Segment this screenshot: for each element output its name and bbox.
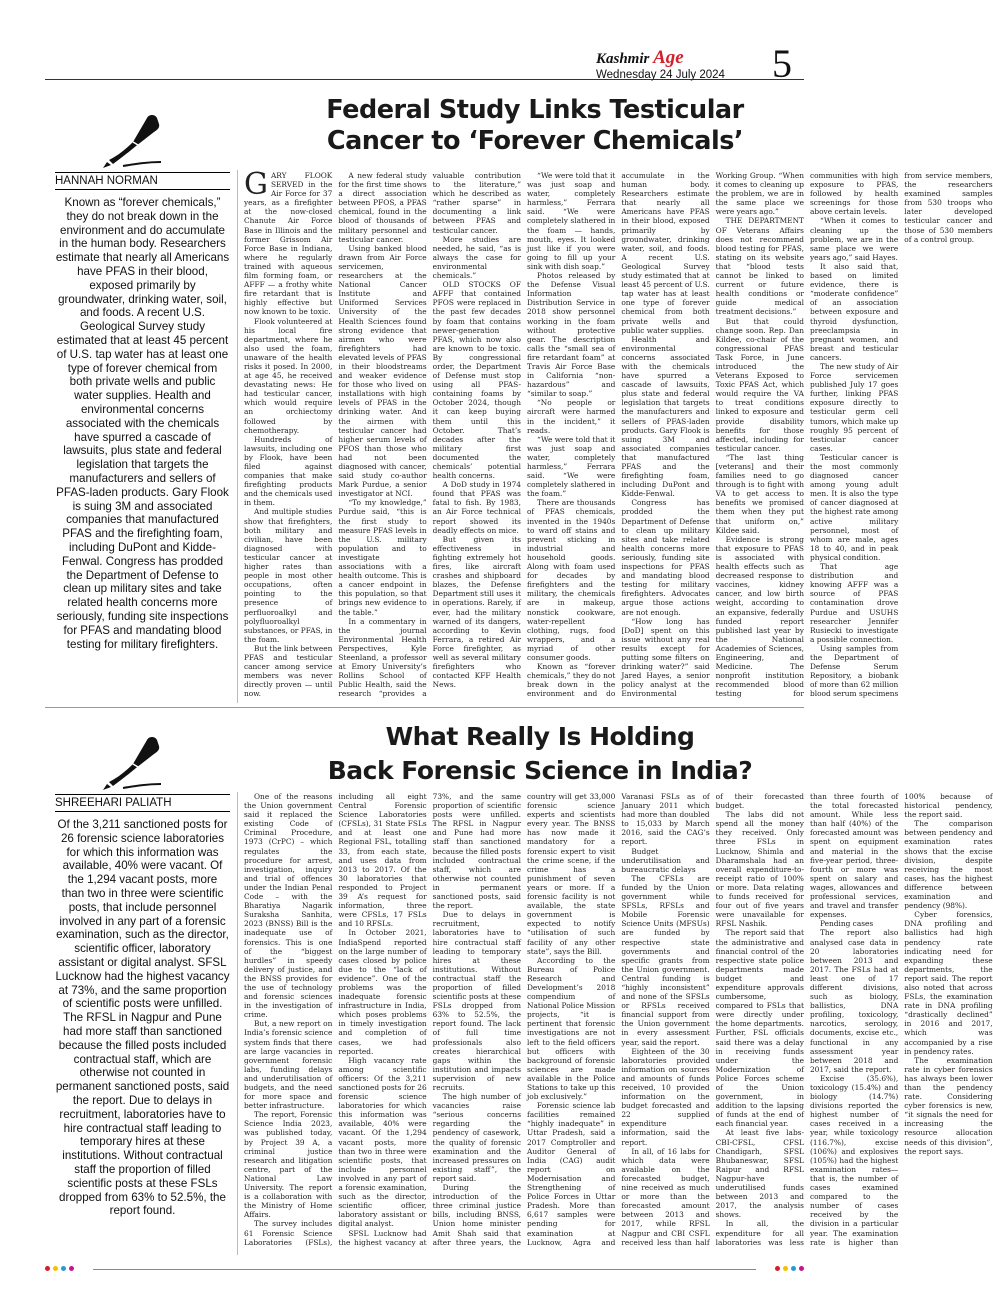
article1-lead-text: ARY FLOOK SERVED in the Air Force for 37 years, as a firefighter at the now-closed Chanute Air Force Base in Illinois and the former Grissom Air Force Base in Indiana, where he regularly trained with aqueous film forming foam, or AFFF — a frothy white fire retardant that is highly effective but now known to be toxic. — [244, 171, 333, 317]
article1-paragraph: Health and environmental concerns associated with the chemicals have spurred a cascade of lawsuits, plus state and federal legislation that targets the manufacturers and sellers of PFAS-laden products. Gary Flook is suing 3M and associated companies that manufactured PFAS and the firefighting foam, including DuPont and Kidde-Fenwal. — [621, 334, 710, 499]
footer-dot — [45, 1266, 50, 1271]
article2-paragraph: During the introduction of the three criminal justice bills, including BNSS, Union home minister Amit Shah said that after three years, the country will get 33,000 forensic science experts and scientists every year. The BNSS has now made it mandatory for a forensic expert to visit the crime scene, if the crime has a punishment of seven years or more. If a forensic facility is not available, the state government is expected to notify “utilisation of such facility of any other state”, says the Bill. — [432, 792, 616, 1247]
article2-summary: Of the 3,211 sanctioned posts for 26 forensic science laboratories for which this information was available, 40% were vacant. Of the 1,294 vacant posts, more than two in three were scientific posts, that include personnel involved in any part of a forensic examination, such as the director, scientific officer, laboratory assistant or digital analyst. SFSL Lucknow had the highest vacancy at 73%, and the same proportion of scientific posts were unfilled. The RFSL in Nagpur and Pune had more staff than sanctioned because the filled posts included contractual staff, which are otherwise not counted in permanent sanctioned posts, said the report. Due to delays in recruitment, laboratories have to hire contractual staff leading to temporary hires at these institutions. Without contractual staff the proportion of filled scientific posts at these FSLs dropped from 63% to 52.5%, the report found. — [55, 818, 230, 1218]
article1-paragraph: There are thousands of PFAS chemicals, invented in the 1940s to ward off stains and prevent sticking in industrial and household goods. Along with foam used for decades by firefighters and the military, the chemicals are in makeup, nonstick cookware, water-repellent clothing, rugs, food wrappers, and a myriad of other consumer goods. — [526, 498, 616, 662]
article2-paragraph: Due to delays in recruitment, laboratories have to hire contractual staff leading to temporary hires at these institutions. Without contractual staff the proportion of filled scientific posts at these FSLs dropped from 63% to 52.5%, the report found. The lack of full time professionals also creates hierarchical gaps within the institution and impacts supervision of new recruits. — [432, 910, 521, 1092]
article1-paragraph: A new federal study for the first time shows a direct association between PFOS, a PFAS chemical, found in the blood of thousands of military personnel and testicular cancer. — [338, 171, 427, 244]
article1-paragraph: Using banked blood drawn from Air Force servicemen, researchers at the National Cancer Institute and Uniformed Services University of the Health Sciences found strong evidence that airmen who were firefighters had elevated levels of PFAS in their bloodstreams and weaker evidence for those who lived on installations with high levels of PFAS in the drinking water. And the airmen with testicular cancer had higher serum levels of PFOS than those who had not been diagnosed with cancer, said study co-author Mark Purdue, a senior investigator at NCI. — [338, 243, 427, 499]
article2-paragraph: In all, of 16 labs for which data were available on the forecasted budget, nine received as much or more than the forecasted amount between 2013 and 2017, while RFSL Nagpur and CBI CSFL received less than half of their forecasted budget. — [621, 792, 804, 1247]
footer-dots-right — [775, 1266, 804, 1271]
article2-paragraph: According to the Bureau of Police Research and Development’s 2018 compendium of National Police Mission projects, “it is pertinent that forensic investigations are not left to the field officers but officers with background of forensic sciences are made available in the Police Stations to take up this job exclusively.” — [526, 955, 616, 1102]
fountain-pen-icon — [103, 110, 165, 168]
article2-headline-line1: What Really Is Holding — [385, 722, 695, 751]
article2-paragraph: The report also analysed case data in 20 laboratories between 2013 and 2017. The FSLs had at least one of 17 different divisions, such as biology, ballistics, DNA profiling, toxicology, narcotics, serology, documents, excise etc., functional in any assessment year between 2018 and 2017, said the report. — [809, 928, 899, 1074]
article2-paragraph: High vacancy rate among scientific officers: Of the 3,211 sanctioned posts for 26 forensic science laboratories for which this information was available, 40% were vacant. Of the 1,294 vacant posts, more than two in three were scientific posts, that include personnel involved in any part of a forensic examination, such as the director, scientific officer, laboratory assistant or digital analyst. — [338, 1055, 427, 1229]
article1-paragraph: “To my knowledge,” Purdue said, “this is the first study to measure PFAS levels in the U.S. military population and to investigate associations with a health outcome. This is a cancer endpoint in this population, so that brings new evidence to the table.” — [338, 498, 427, 617]
article2-byline: SHREEHARI PALIATH — [55, 794, 230, 812]
section-divider — [45, 707, 804, 708]
article1-paragraph: Known as “forever chemicals,” they do not break down in the environment and do accumulate in the human body. Researchers estimate that nearly all Americans have PFAS in their blood, exposed primarily by groundwater, drinking water, soil, and foods. A recent U.S. Geological Survey study estimated that at least 45 percent of U.S. tap water has at least one type of forever chemical from both private wells and public water supplies. — [526, 171, 710, 699]
article1-paragraph: But the link between PFAS and testicular cancer among service members was never directly proven — until now. — [244, 643, 333, 699]
article1-paragraph: Testicular cancer is the most commonly diagnosed cancer among young adult men. It is also the type of cancer diagnosed at the highest rate among active military personnel, most of whom are male, ages 18 to 40, and in peak physical condition. — [809, 452, 899, 562]
article2-paragraph: The comparison between pendency and examination rates shows that the excise division, despite receiving the most cases, has the highest difference between examination and pendency (98%). — [904, 819, 993, 911]
issue-date: Wednesday 24 July 2024 — [596, 69, 725, 81]
column-divider — [237, 792, 238, 1255]
article2-headline — [280, 720, 800, 788]
footer-dot — [61, 1266, 66, 1271]
article1-byline: HANNAH NORMAN — [55, 172, 230, 190]
article1-paragraph: That age distribution and knowing AFFF was a source of PFAS contamination drove Purdue and USUHS researcher Jennifer Rusiecki to investigate a possible connection. — [809, 562, 899, 644]
article2-paragraph: Pending cases — [819, 919, 874, 929]
article2-paragraph: The examination rate in cyber forensics has always been lower than the pendency rate. Considering cyber forensics is new, “it signals the need for increasing the resource allocation needs of this division”, the report says. — [904, 1055, 993, 1156]
article2-paragraph: But, a new report on India’s forensic science system finds that there are large vacancies in government forensic labs, funding delays and underutilisation of budgets, and the need for more space and better infrastructure. — [244, 1019, 333, 1111]
article1-paragraph: In a commentary in the journal Environmental Health Perspectives, Kyle Steenland, a professor at Emory University’s Rollins School of Public Health, said the research “provides a valuable contribution to the literature,” which he described as “rather sparse” in documenting a link between PFAS and testicular cancer. — [338, 171, 521, 699]
article2-paragraph: The report, Forensic Science India 2023, was published today, by Project 39 A, a criminal justice research and litigation centre, part of the National Law University. The report is a collaboration with the Ministry of Home Affairs. — [244, 1110, 333, 1220]
article2-paragraph: Excise (35.6%), toxicology (15.4%) and biology (14.7%) divisions reported the highest number of cases received in a year, while toxicology (116.7%), excise (106%) and explosives (105%) had the highest examination rates—that is, the number of cases examined compared to the number of cases received by the division in a particular year. The examination rate is higher than 100% because of historical pendency, the report said. — [809, 792, 993, 1247]
article1-paragraph: Hundreds of lawsuits, including one by Flook, have been filed against companies that make firefighting products and the chemicals used in them. — [244, 434, 333, 508]
article2-paragraph: The high number of vacancies raise “serious concerns regarding the pendency of casework, the quality of forensic examination and the increased pressures on existing staff”, the report said. — [432, 1092, 521, 1183]
article1-paragraph: “The last thing [veterans] and their families need to go through is to fight with VA to get access to benefits we promised them when they put that uniform on,” Kildee said. — [715, 452, 804, 535]
footer-dots-left — [45, 1266, 74, 1271]
footer-dot — [799, 1266, 804, 1271]
article1-paragraph: “How long has [DoD] spent on this issue without any real results except for putting some filters on drinking water?” said Jared Hayes, a senior policy analyst at the Environmental Working Group. “When it comes to cleaning up the problem, we are in the same place we were years ago.” — [621, 171, 804, 699]
footer-dot — [775, 1266, 780, 1271]
article2-paragraph: The CFSLs are funded by the Union government while SFSLs, RFSLs and Mobile Forensic Science Units (MFSUs) are funded by respective state governments and specific grants from the Union government. Central funding is “highly inconsistent” and none of the SFSLs or RFSLs received financial support from the Union government in every assessment year, said the report. — [621, 873, 710, 1047]
drop-cap: G — [244, 167, 268, 202]
article1-paragraph: “No people or aircraft were harmed in the incident,” it reads. — [526, 398, 616, 435]
article1-headline-line1: Federal Study Links Testicular — [326, 95, 744, 125]
article2-paragraph: Cyber forensics, DNA profiling and ballistics had high pendency rate indicating need for expanding these departments, the report said. The report also noted that across FSLs, the examination rate in DNA profiling “drastically declined” in 2016 and 2017, which was accompanied by a rise in pendency rates. — [904, 910, 993, 1056]
article1-paragraph: A DoD study in 1974 found that PFAS was fatal to fish. By 1983, an Air Force technical report showed its deadly effects on mice. — [432, 480, 521, 535]
brand-main: Kashmir — [596, 51, 654, 67]
article1-paragraph: The new study of Air Force servicemen published July 17 goes further, linking PFAS exposure directly to testicular germ cell tumors, which make up roughly 95 percent of testicular cancer cases. — [809, 361, 899, 453]
article1-paragraph: It also said that, based on limited evidence, there is “moderate confidence” of an association between exposure and thyroid dysfunction, preeclampsia in pregnant women, and breast and testicular cancers. — [809, 261, 899, 362]
article1-paragraph: Flook volunteered at his local fire department, where he also used the foam, unaware of the health risks it posed. In 2000, at age 45, he received devastating news: He had testicular cancer, which would require an orchiectomy followed by chemotherapy. — [244, 316, 333, 435]
article1-paragraph: But that could change soon. Rep. Dan Kildee, co-chair of the congressional PFAS Task Force, in June introduced the Veterans Exposed to Toxic PFAS Act, which would require the VA to treat conditions linked to exposure and provide disability benefits for those affected, including for testicular cancer. — [715, 316, 804, 453]
article1-paragraph: And multiple studies show that firefighters, both military and civilian, have been diagnosed with testicular cancer at higher rates than people in most other occupations, often pointing to the presence of perfluoroalkyl and polyfluoroalkyl substances, or PFAS, in the foam. — [244, 507, 333, 644]
article1-paragraph: Evidence is strong that exposure to PFAS is associated with health effects such as decreased response to vaccines, kidney cancer, and low birth weight, according to an expansive, federally funded report published last year by the National Academies of Sciences, Engineering, and Medicine. The nonprofit institution recommended blood testing for communities with high exposure to PFAS, followed by health screenings for those above certain levels. — [715, 171, 899, 699]
article2-paragraph: SFSL Lucknow had the highest vacancy at 73%, and the same proportion of scientific posts were unfilled. The RFSL in Nagpur and Pune had more staff than sanctioned because the filled posts included contractual staff, which are otherwise not counted in permanent sanctioned posts, said the report. — [338, 792, 521, 1247]
article1-paragraph: OLD STOCKS OF AFFF that contained PFOS were replaced in the past few decades by foam that contains newer-generation PFAS, which now also are known to be toxic. By congressional order, the Department of Defense must stop using all PFAS-containing foams by October 2024, though it can keep buying them until this October. That’s decades after the military first documented the chemicals’ potential health concerns. — [432, 280, 521, 481]
article2-paragraph: The labs did not spend all the money they received. Only three FSLs in Lucknow, Shimla and Dharamshala had an overall expenditure-to-receipt ratio of 100% or more. Data relating to funds received for four out of five years were unavailable for RFSL Nashik. — [715, 810, 804, 929]
article2-headline-line2: Back Forensic Science in India? — [327, 756, 753, 785]
article1-paragraph: THE DEPARTMENT OF Veterans Affairs does not recommend blood testing for PFAS, stating on its website that “blood tests cannot be linked to current or future health conditions or guide medical treatment decisions.” — [715, 216, 804, 317]
article1-headline-line2: Cancer to ‘Forever Chemicals’ — [326, 126, 744, 156]
fountain-pen-icon — [103, 732, 165, 790]
footer-dot — [783, 1266, 788, 1271]
article1-paragraph: “We were told that it was just soap and water, completely harmless,” Ferrara said. “We were completely slathered in the foam — hands, mouth, eyes. It looked just like if you were going to fill up your sink with dish soap.” — [526, 171, 616, 271]
article2-paragraph: In October 2021, IndiaSpend reported on the large number of cases closed by police due to the “lack of evidence”. One of the problems was the inadequate forensic infrastructure in India, which poses problems in timely investigation and completion of cases, we had reported. — [338, 928, 427, 1056]
page-footer — [45, 1266, 804, 1274]
article2-paragraph: At least five labs-CBI-CFSL, CFSL Chandigarh, SFSL Bhubaneswar, SFSL Raipur and RFSL Nagpur-have underutilised funds between 2013 and 2017, the analysis shows. — [715, 1128, 804, 1220]
article2-paragraph: Eighteen of the 30 laboratories provided information on sources and amounts of funds received, 10 provided information on the budget forecasted and 22 supplied expenditure information, said the report. — [621, 1046, 710, 1147]
article1-paragraph: Using samples from the Department of Defense Serum Repository, a biobank of more than 62 million blood serum specimens from service members, the researchers examined samples from 530 troops who later developed testicular cancer and those of 530 members of a control group. — [809, 171, 993, 699]
article2-paragraph: The report said that the administrative and financial control of the respective state police departments made budget and expenditure approvals cumbersome, compared to FSLs that were directly under the home departments. Further, FSL officials said there was a delay in receiving funds under the Modernization of Police Forces scheme of the Union government, in addition to the lapsing of funds at the end of each financial year. — [715, 928, 804, 1129]
article1-paragraph — [244, 167, 333, 317]
article1-summary: Known as “forever chemicals,” they do not break down in the environment and do accumulate in the human body. Researchers estimate that nearly all Americans have PFAS in their blood, exposed primarily by groundwater, drinking water, soil, and foods. A recent U.S. Geological Survey study estimated that at least 45 percent of U.S. tap water has at least one type of forever chemical from both private wells and public water supplies. Health and environmental concerns associated with the chemicals have spurred a cascade of lawsuits, plus state and federal legislation that targets the manufacturers and sellers of PFAS-laden products. Gary Flook is suing 3M and associated companies that manufactured PFAS and the firefighting foam, including DuPont and Kidde-Fenwal. Congress has prodded the Department of Defense to clean up military sites and take related health concerns more seriously, funding site inspections for PFAS and mandating blood testing for military firefighters. — [55, 196, 230, 651]
article1-headline — [270, 95, 800, 157]
page-number: 5 — [772, 41, 792, 86]
publication-logo — [596, 47, 725, 68]
article2-paragraph: Forensic science lab facilities remained “highly inadequate” in Uttar Pradesh, said a 2017 Comptroller and Auditor General of India (CAG) audit report on Modernisation and Strengthening of Police Forces in Uttar Pradesh. More than 6,617 samples were pending for examination at Lucknow, Agra and Varanasi FSLs as of January 2011 which had more than doubled to 15,033 by March 2016, said the CAG’s report. — [526, 792, 710, 1247]
article1-paragraph: “When it comes to cleaning up the problem, we are in the same place we were years ago,” said Hayes. — [809, 216, 899, 262]
article2-paragraph: One of the reasons the Union government said it replaced the existing Code of Criminal Procedure, 1973 (CrPC) – which regulates the procedure for arrest, investigation, inquiry and trial of offences under the Indian Penal Code – with the Bharatiya Nagarik Suraksha Sanhita, 2023 (BNSS) Bill is the inadequate use of forensics. This is one of the “biggest hurdles” in speedy delivery of justice, and the BNSS provides for the use of technology and forensic sciences in the investigation of crime. — [244, 792, 333, 1020]
article2-body — [244, 792, 993, 1254]
article1-paragraph: Congress has prodded the Department of Defense to clean up military sites and take related health concerns more seriously, funding site inspections for PFAS and mandating blood testing for military firefighters. Advocates argue those actions are not enough. — [621, 498, 710, 617]
masthead — [596, 47, 725, 81]
article1-paragraph: But given its effectiveness in fighting extremely hot fires, like aircraft crashes and shipboard blazes, the Defense Department still uses it in operations. Rarely, if ever, had the military warned of its dangers, according to Kevin Ferrara, a retired Air Force firefighter, as well as several military firefighters who contacted KFF Health News. — [432, 534, 521, 690]
article1-paragraph: More studies are needed, he said, “as is always the case for environmental chemicals.” — [432, 234, 521, 281]
article2-paragraph: The survey includes 61 Forensic Science Laboratories (FSLs), including all eight Central Forensic Science Laboratories (CFSLs), 31 State FSLs and at least one Regional FSL, totalling 33, from each state, and uses data from 2013 to 2017. Of the 30 laboratories that responded to Project 39 A’s request for information, three were CFSLs, 17 FSLs and 10 RFSLs. — [244, 792, 427, 1247]
brand-accent: Age — [653, 47, 684, 68]
column-divider — [237, 170, 238, 703]
footer-dot — [53, 1266, 58, 1271]
footer-dot — [791, 1266, 796, 1271]
article2-paragraph: In all, the expenditure for all laboratories was less than three fourth of the total forecasted amount. While less than half (40%) of the forecasted amount was spent on equipment and material in the five-year period, three-fourth or more was spent on salary and wages, allowances and professional services, and travel and transfer expenses. — [715, 792, 899, 1247]
article1-body — [244, 167, 993, 701]
article1-paragraph: Photos released by the Defense Visual Information Distribution Service in 2018 show personnel working in the foam without protective gear. The description calls the “small sea of fire retardant foam” at Travis Air Force Base in California “non-hazardous” and “similar to soap.” — [526, 271, 616, 399]
header-divider — [45, 79, 804, 80]
article2-paragraph: Budget underutilisation and bureaucratic delays — [621, 846, 710, 874]
footer-dot — [69, 1266, 74, 1271]
footer-rule — [93, 1269, 756, 1270]
article1-paragraph: “We were told that it was just soap and water, completely harmless,” Ferrara said. “We were completely slathered in the foam.” — [526, 434, 616, 499]
